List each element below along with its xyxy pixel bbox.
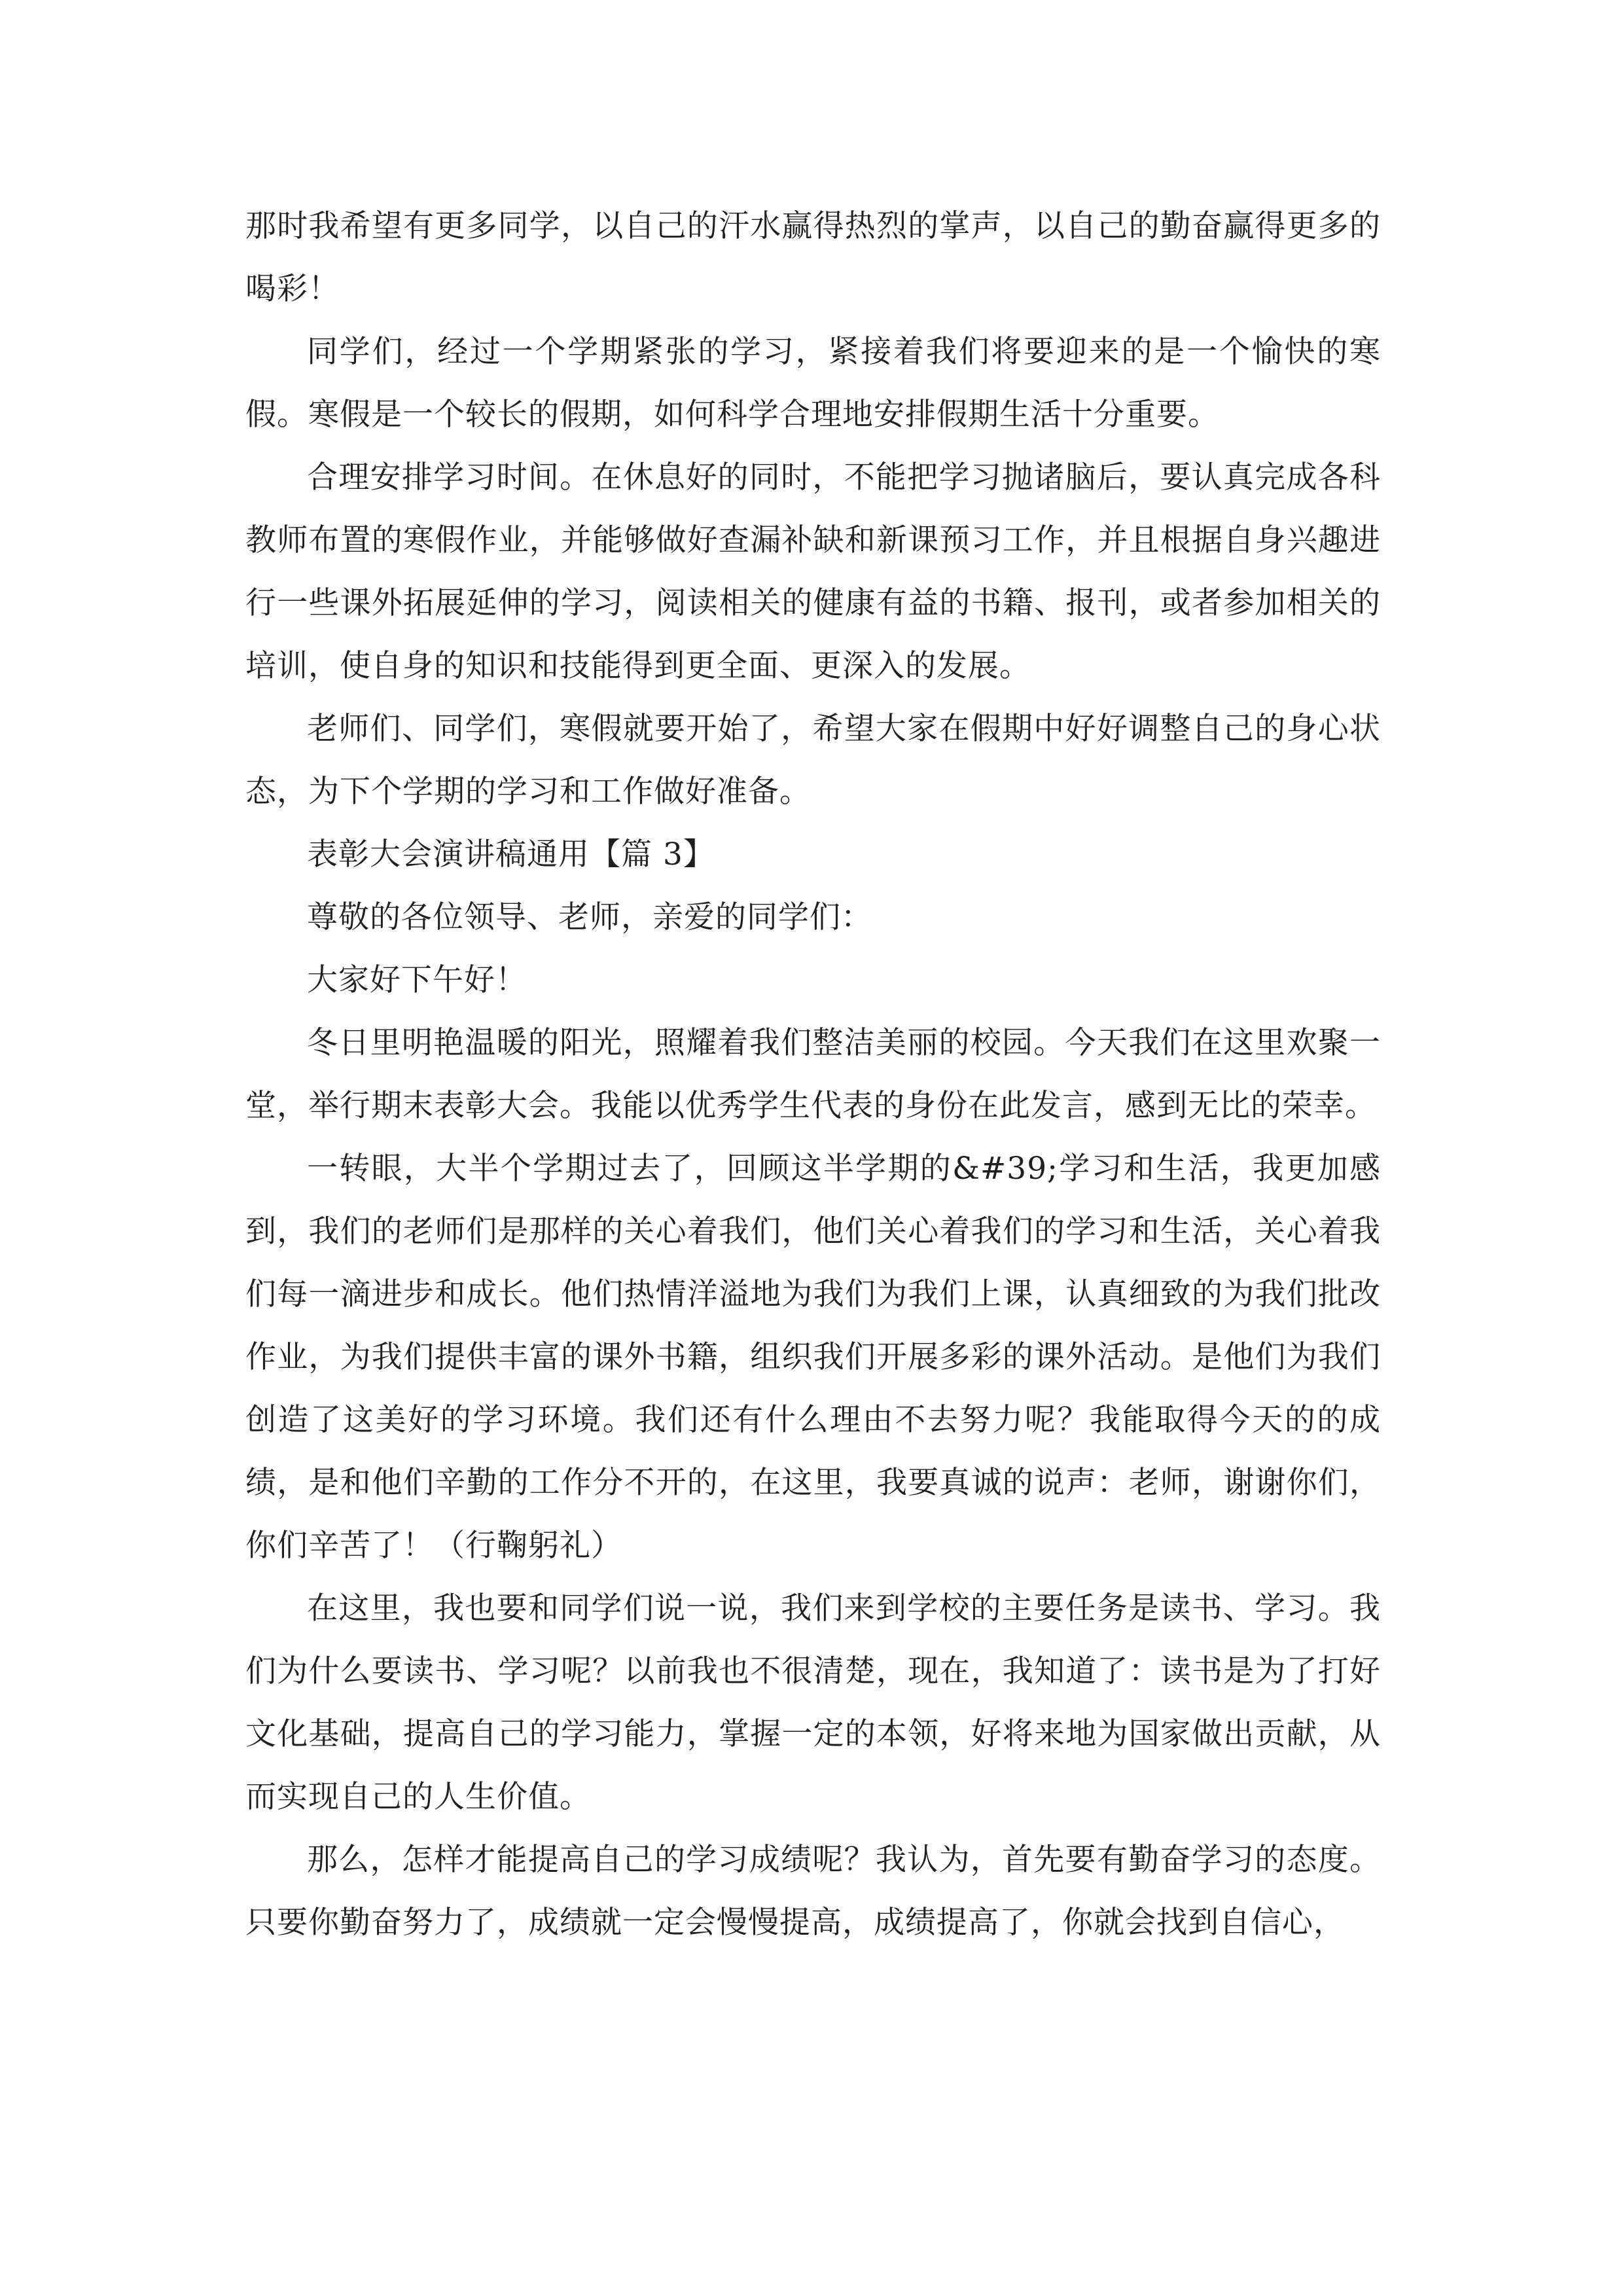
paragraph-closing-wish: 老师们、同学们，寒假就要开始了，希望大家在假期中好好调整自己的身心状态，为下个学期的学习和工作做好准备。 <box>245 711 1381 810</box>
greeting: 大家好下午好！ <box>307 962 527 998</box>
paragraph-winter-break-intro: 同学们，经过一个学期紧张的学习，紧接着我们将要迎来的是一个愉快的寒假。寒假是一个较长的假期，如何科学合理地安排假期生活十分重要。 <box>245 334 1381 433</box>
paragraph-why-study: 在这里，我也要和同学们说一说，我们来到学校的主要任务是读书、学习。我们为什么要读书、学习呢？以前我也不很清楚，现在，我知道了：读书是为了打好文化基础，提高自己的学习能力，掌握一定的本领，好将来地为国家做出贡献，从而实现自己的人生价值。 <box>245 1590 1381 1815</box>
document-body <box>245 195 1381 1954</box>
salutation: 尊敬的各位领导、老师，亲爱的同学们： <box>307 899 872 935</box>
section-heading: 表彰大会演讲稿通用【篇 3】 <box>307 836 715 872</box>
paragraph-study-time: 合理安排学习时间。在休息好的同时，不能把学习抛诸脑后，要认真完成各科教师布置的寒假作业，并能够做好查漏补缺和新课预习工作，并且根据自身兴趣进行一些课外拓展延伸的学习，阅读相关的健康有益的书籍、报刊，或者参加相关的培训，使自身的知识和技能得到更全面、更深入的发展。 <box>245 459 1381 684</box>
paragraph-thanks-teachers: 一转眼，大半个学期过去了，回顾这半学期的&#39;学习和生活，我更加感到，我们的老师们是那样的关心着我们，他们关心着我们的学习和生活，关心着我们每一滴进步和成长。他们热情洋溢地为我们为我们上课，认真细致的为我们批改作业，为我们提供丰富的课外书籍，组织我们开展多彩的课外活动。是他们为我们创造了这美好的学习环境。我们还有什么理由不去努力呢？我能取得今天的的成绩，是和他们辛勤的工作分不开的，在这里，我要真诚的说声：老师，谢谢你们，你们辛苦了！（行鞠躬礼） <box>245 1151 1381 1564</box>
paragraph-how-improve: 那么，怎样才能提高自己的学习成绩呢？我认为，首先要有勤奋学习的态度。只要你勤奋努力了，成绩就一定会慢慢提高，成绩提高了，你就会找到自信心， <box>245 1842 1381 1941</box>
paragraph-opening: 冬日里明艳温暖的阳光，照耀着我们整洁美丽的校园。今天我们在这里欢聚一堂，举行期末表彰大会。我能以优秀学生代表的身份在此发言，感到无比的荣幸。 <box>245 1025 1381 1124</box>
paragraph-continuation: 那时我希望有更多同学，以自己的汗水赢得热烈的掌声，以自己的勤奋赢得更多的喝彩！ <box>245 208 1381 307</box>
